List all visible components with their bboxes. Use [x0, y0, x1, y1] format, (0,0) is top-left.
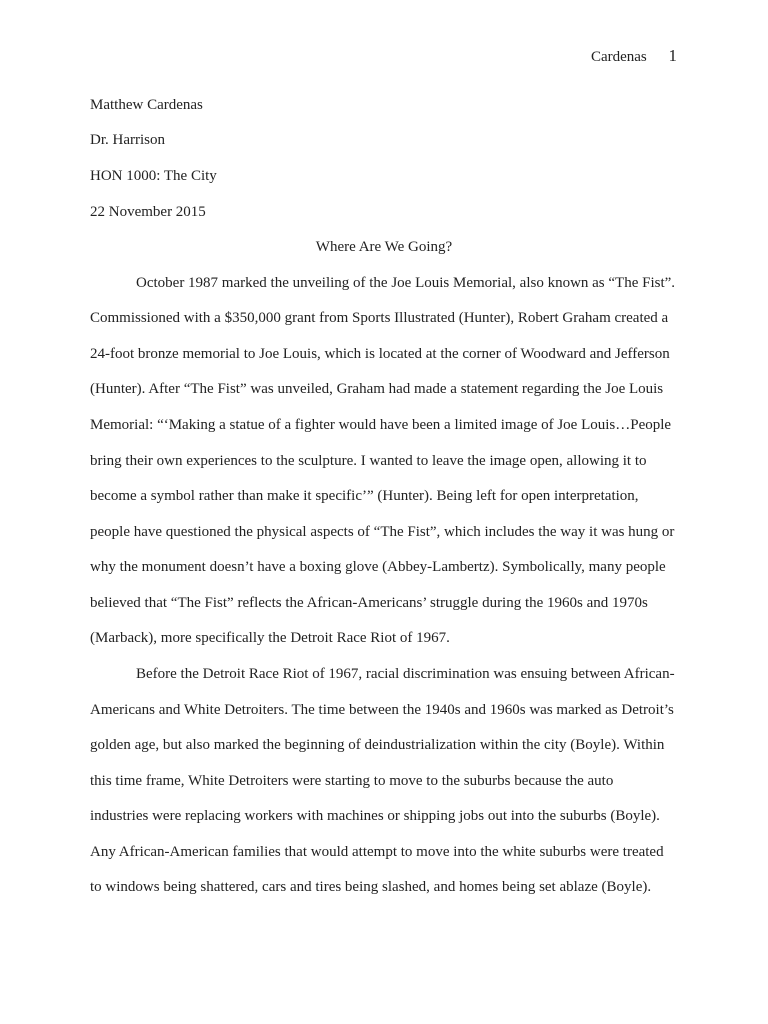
paragraph-line: 24-foot bronze memorial to Joe Louis, which is located at the corner of Woodward and Jefferson	[90, 346, 670, 362]
running-header	[591, 46, 677, 66]
paragraph-line: (Hunter). After “The Fist” was unveiled, Graham had made a statement regarding the Joe Louis	[90, 381, 664, 397]
paragraph-line: Americans and White Detroiters. The time between the 1940s and 1960s was marked as Detroit’s	[90, 702, 674, 718]
paragraph-line: believed that “The Fist” reflects the African-Americans’ struggle during the 1960s and 1970s	[90, 595, 648, 611]
course-name: HON 1000: The City	[90, 168, 217, 184]
paragraph-line: Before the Detroit Race Riot of 1967, racial discrimination was ensuing between African-	[136, 666, 675, 682]
paragraph-line: Commissioned with a $350,000 grant from Sports Illustrated (Hunter), Robert Graham created a	[90, 310, 669, 326]
paragraph-line: why the monument doesn’t have a boxing glove (Abbey-Lambertz). Symbolically, many people	[90, 559, 666, 575]
paragraph-line: this time frame, White Detroiters were starting to move to the suburbs because the auto	[90, 773, 614, 789]
essay-date: 22 November 2015	[90, 204, 206, 220]
paragraph-line: Any African-American families that would attempt to move into the white suburbs were treated	[90, 844, 664, 860]
header-surname: Cardenas	[590, 49, 647, 65]
paragraph-line: (Marback), more specifically the Detroit Race Riot of 1967.	[90, 630, 450, 646]
student-name: Matthew Cardenas	[90, 97, 203, 113]
paragraph-line: become a symbol rather than make it specific’” (Hunter). Being left for open interpretation,	[90, 488, 639, 504]
paragraph-line: Memorial: “‘Making a statue of a fighter would have been a limited image of Joe Louis…People	[90, 417, 672, 433]
paragraph-line: golden age, but also marked the beginning of deindustrialization within the city (Boyle). Within	[90, 737, 665, 753]
paragraph-line: people have questioned the physical aspects of “The Fist”, which includes the way it was hung or	[90, 524, 675, 540]
paragraph-line: October 1987 marked the unveiling of the Joe Louis Memorial, also known as “The Fist”.	[136, 275, 676, 291]
essay-title: Where Are We Going?	[315, 239, 453, 255]
paragraph-line: bring their own experiences to the sculpture. I wanted to leave the image open, allowing it to	[90, 453, 647, 469]
instructor-name: Dr. Harrison	[90, 132, 165, 148]
paragraph-line: industries were replacing workers with machines or shipping jobs out into the suburbs (Boyle).	[90, 808, 660, 824]
paragraph-line: to windows being shattered, cars and tires being slashed, and homes being set ablaze (Boyle).	[90, 879, 652, 895]
page-number: 1	[668, 46, 677, 65]
